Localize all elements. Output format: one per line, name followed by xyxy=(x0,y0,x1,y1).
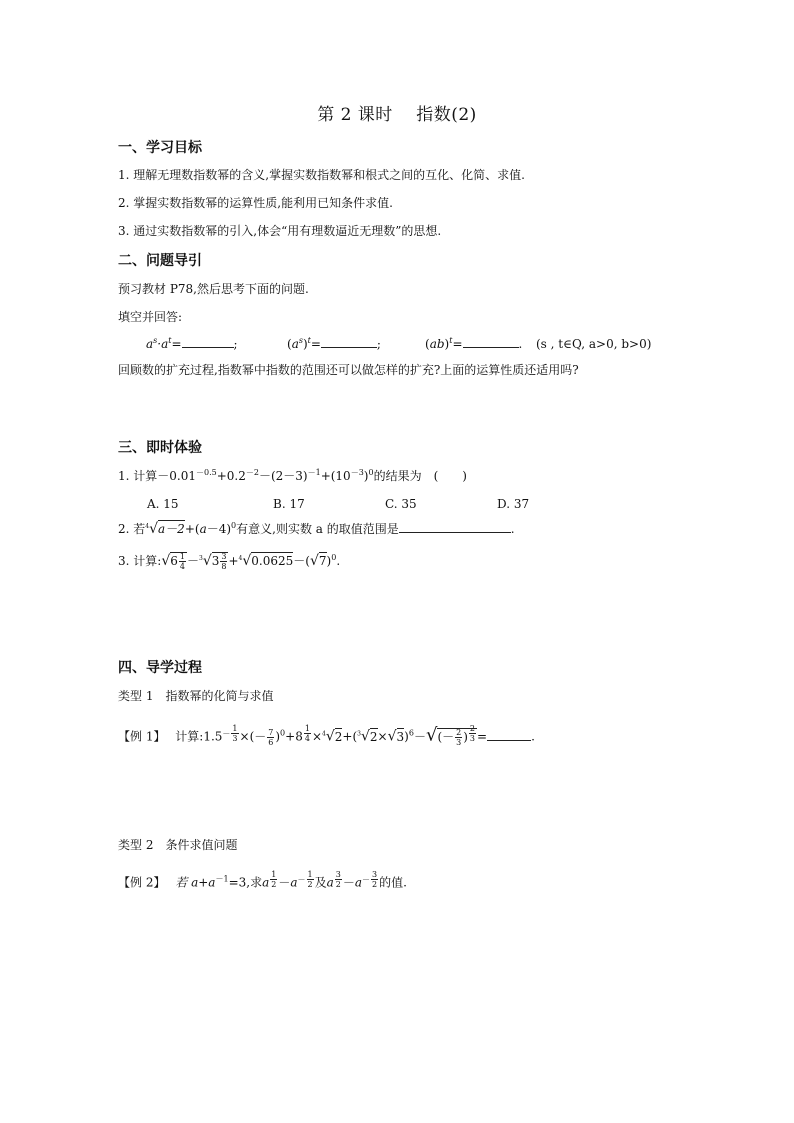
guide-fill-instruction: 填空并回答: xyxy=(118,310,183,324)
exercise-1-prefix: 1. 计算－0.01 xyxy=(118,469,196,483)
choice-c[interactable]: C. 35 xyxy=(385,497,417,511)
type-1-heading: 类型 1 指数幂的化简与求值 xyxy=(118,689,274,703)
answer-blank[interactable] xyxy=(463,337,519,348)
answer-blank[interactable] xyxy=(321,337,377,348)
example-2-label: 【例 2】 xyxy=(118,875,160,890)
example-1-prefix: 计算:1.5 xyxy=(175,729,223,744)
choice-a[interactable]: A. 15 xyxy=(147,497,179,511)
page-title: 第 2 课时 指数(2) xyxy=(317,105,477,125)
section-heading-exercises: 三、即时体验 xyxy=(118,440,202,456)
section-heading-goals: 一、学习目标 xyxy=(118,140,202,156)
fill-blank-1: $a^s\cdot a^t=$ ; xyxy=(146,336,238,351)
example-2-suffix: 的值. xyxy=(379,875,407,890)
type-2-heading: 类型 2 条件求值问题 xyxy=(118,838,238,852)
exercise-3-prefix: 3. 计算: xyxy=(118,554,162,568)
guide-question-line: 回顾数的扩充过程,指数幂中指数的范围还可以做怎样的扩充?上面的运算性质还适用吗? xyxy=(118,363,579,377)
section-heading-guide: 二、问题导引 xyxy=(118,253,202,269)
example-2-prefix: 若 a+a xyxy=(175,875,216,890)
goal-item-1: 1. 理解无理数指数幂的含义,掌握实数指数幂和根式之间的互化、化简、求值. xyxy=(118,168,525,182)
exercise-2-prefix: 2. 若 xyxy=(118,522,146,536)
choice-b[interactable]: B. 17 xyxy=(273,497,305,511)
answer-blank[interactable] xyxy=(487,730,531,741)
section-heading-process: 四、导学过程 xyxy=(118,660,202,676)
exercise-1: 1. 计算$-0.01^{-0.5}+0.2^{-2}-(2-3)^{-1}+(10^{-3})^0$的结果为 ( ) xyxy=(118,468,467,483)
example-2-and: 及 xyxy=(314,875,327,890)
exercise-2-suffix: 有意义,则实数 a 的取值范围是 xyxy=(236,522,399,536)
exercise-2: 2. 若$^4√a-2+(a-4)^0$有意义,则实数 a 的取值范围是 . xyxy=(118,521,515,537)
fill-blank-3: (ab)$^t$= . xyxy=(425,336,523,351)
condition-text: (s , t∈Q, a>0, b>0) xyxy=(536,337,652,351)
goal-item-3: 3. 通过实数指数幂的引入,体会“用有理数逼近无理数”的思想. xyxy=(118,224,442,238)
example-2: 【例 2】 若 $a+a^{-1}=3$,求a $^{\frac{1}{2}}$ $-a^{- \frac{1}{2}}$ 及a $^{\frac{3}{2}}$ $-a^{- \frac{3}{2}}$ 的值. xyxy=(118,870,407,890)
example-2-mid: =3,求 xyxy=(228,875,263,890)
exercise-3: 3. 计算:√6 $\frac{1}{4}$ －$^3$√3 $\frac{3}{8}$ $+^4√0.0625-(√7)^0$. xyxy=(118,552,341,571)
choice-d[interactable]: D. 37 xyxy=(497,497,530,511)
goal-item-2: 2. 掌握实数指数幂的运算性质,能利用已知条件求值. xyxy=(118,196,393,210)
guide-preview-line: 预习教材 P78,然后思考下面的问题. xyxy=(118,282,309,296)
answer-blank[interactable] xyxy=(182,337,234,348)
example-1-label: 【例 1】 xyxy=(118,729,160,744)
exercise-1-suffix: 的结果为 ( ) xyxy=(373,469,467,483)
fill-blank-2: $(a^s)^t=$ ; xyxy=(287,336,381,351)
example-1: 【例 1】 计算$:1.5^{- \frac{1}{3}}$ ×(－ $\frac{7}{6}$ )$^0$+8 $^{\frac{1}{4}}$ $\times^4√2+(^3√2\times√3)^6-√(-$ $\frac{2}{3}$ ) $^{\frac{2}{3}}$ = . xyxy=(118,724,535,747)
answer-blank[interactable] xyxy=(399,522,511,533)
